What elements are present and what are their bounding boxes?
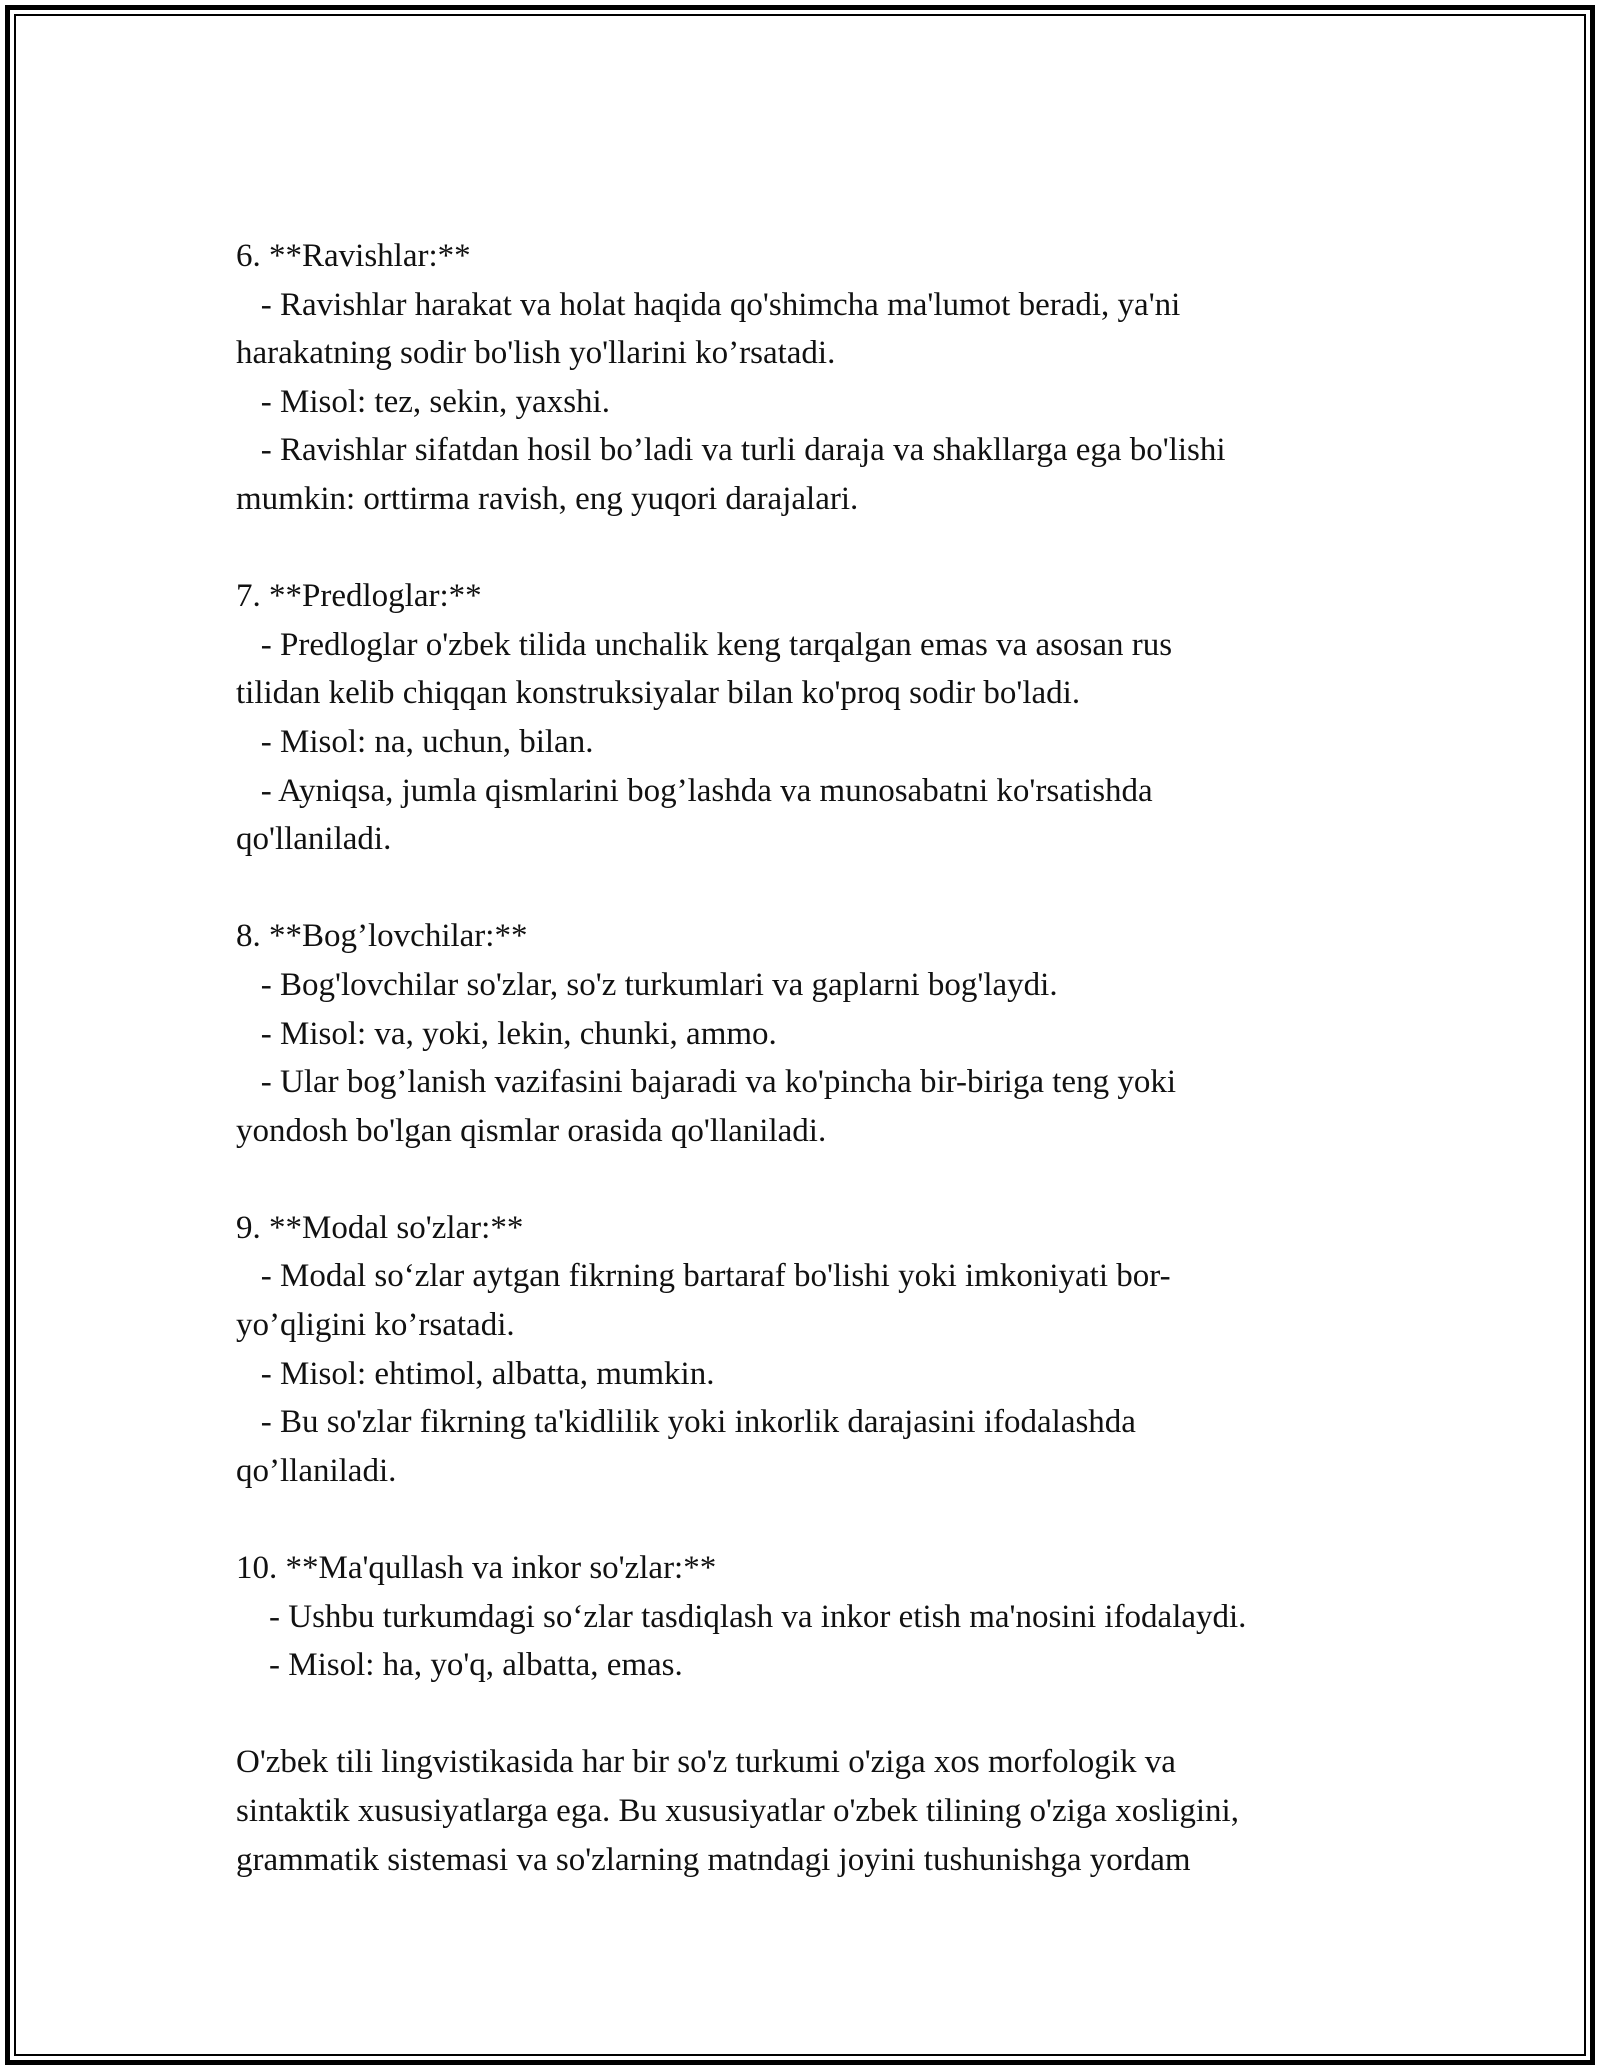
section-heading: 6. **Ravishlar:** [236, 238, 471, 274]
paragraph-line: sintaktik xususiyatlarga ega. Bu xususiyatlar o'zbek tilining o'ziga xosligini, [236, 1793, 1239, 1829]
section-line: - Modal so‘zlar aytgan fikrning bartaraf bo'lishi yoki imkoniyati bor- [236, 1258, 1171, 1295]
section-heading: 9. **Modal so'zlar:** [236, 1209, 524, 1246]
section-line: qo'llaniladi. [236, 821, 392, 858]
section-line: - Ushbu turkumdagi so‘zlar tasdiqlash va inkor etish ma'nosini ifodalaydi. [236, 1598, 1247, 1635]
section-heading: 10. **Ma'qullash va inkor so'zlar:** [236, 1550, 717, 1587]
section-line: - Ayniqsa, jumla qismlarini bog’lashda va munosabatni ko'rsatishda [236, 772, 1153, 809]
section-line: qo’llaniladi. [236, 1452, 397, 1489]
section-ravishlar [236, 232, 1366, 524]
section-boglovchilar [236, 912, 1366, 1155]
section-predloglar [236, 572, 1366, 864]
section-line: - Predloglar o'zbek tilida unchalik keng tarqalgan emas va asosan rus [236, 626, 1173, 663]
section-line: - Misol: va, yoki, lekin, chunki, ammo. [236, 1015, 777, 1052]
closing-paragraph [236, 1738, 1366, 1884]
section-line: tilidan kelib chiqqan konstruksiyalar bilan ko'proq sodir bo'ladi. [236, 675, 1081, 712]
section-maqullash-inkor [236, 1544, 1366, 1690]
section-heading: 7. **Predloglar:** [236, 578, 482, 615]
section-line: yo’qligini ko’rsatadi. [236, 1307, 515, 1344]
section-line: - Misol: ehtimol, albatta, mumkin. [236, 1355, 715, 1392]
paragraph-line: O'zbek tili lingvistikasida har bir so'z turkumi o'ziga xos morfologik va [236, 1744, 1176, 1781]
document-body [236, 232, 1366, 1884]
section-modal-sozlar [236, 1204, 1366, 1496]
section-line: - Bog'lovchilar so'zlar, so'z turkumlari va gaplarni bog'laydi. [236, 966, 1058, 1003]
section-line: - Ravishlar sifatdan hosil bo’ladi va turli daraja va shakllarga ega bo'lishi [236, 432, 1226, 469]
section-line: - Ular bog’lanish vazifasini bajaradi va ko'pincha bir-biriga teng yoki [236, 1064, 1176, 1101]
section-line: - Misol: na, uchun, bilan. [236, 723, 594, 760]
paragraph-line: grammatik sistemasi va so'zlarning matndagi joyini tushunishga yordam [236, 1841, 1191, 1878]
section-line: - Misol: tez, sekin, yaxshi. [236, 383, 610, 420]
section-line: - Misol: ha, yo'q, albatta, emas. [236, 1647, 683, 1684]
section-line: yondosh bo'lgan qismlar orasida qo'llaniladi. [236, 1112, 827, 1149]
section-line: - Ravishlar harakat va holat haqida qo'shimcha ma'lumot beradi, ya'ni [236, 286, 1181, 323]
section-heading: 8. **Bog’lovchilar:** [236, 918, 528, 955]
section-line: mumkin: orttirma ravish, eng yuqori darajalari. [236, 480, 859, 517]
section-line: harakatning sodir bo'lish yo'llarini ko’rsatadi. [236, 335, 836, 372]
section-line: - Bu so'zlar fikrning ta'kidlilik yoki inkorlik darajasini ifodalashda [236, 1404, 1136, 1441]
